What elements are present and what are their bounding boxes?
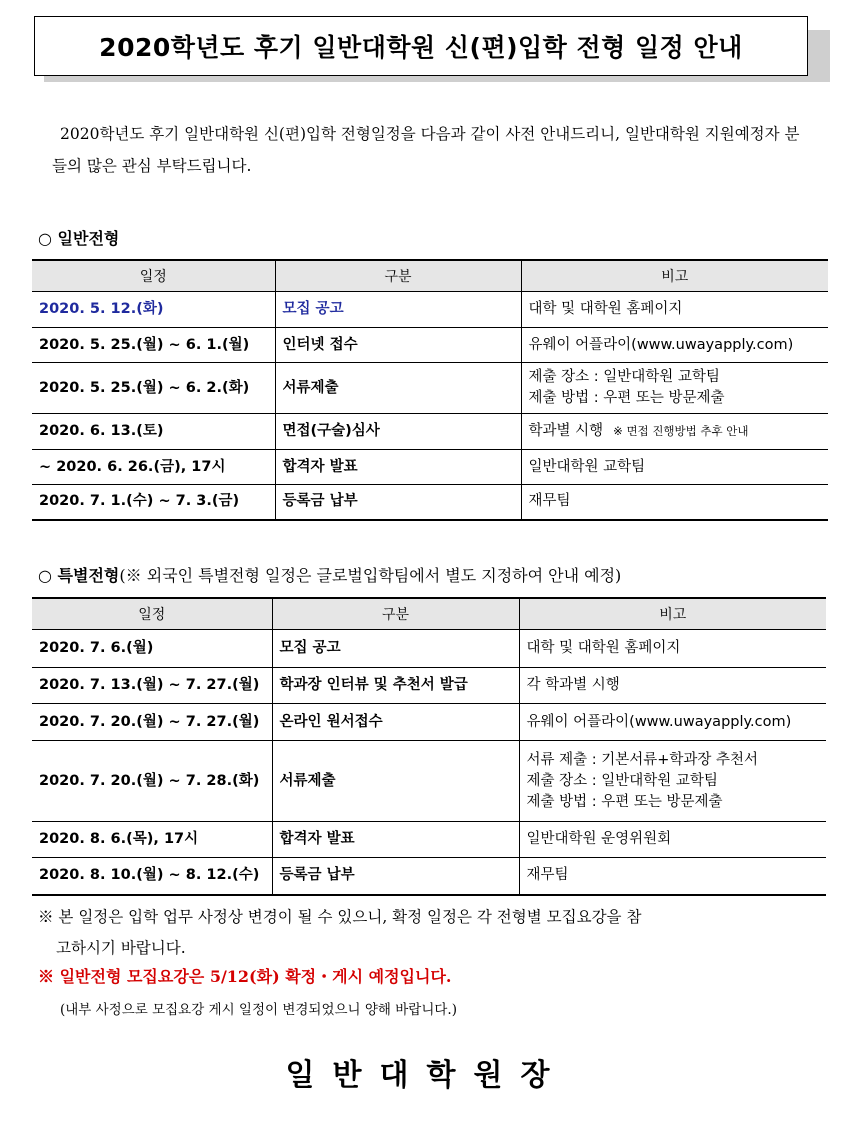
note-line: 제출 장소 : 일반대학원 교학팀: [528, 369, 720, 385]
date-cell: 2020. 7. 6.(월): [32, 630, 272, 668]
notice-line: ※ 본 일정은 입학 업무 사정상 변경이 될 수 있으니, 확정 일정은 각 전형별 모집요강을 참: [38, 908, 642, 926]
table-row: [32, 485, 828, 520]
date-cell: 2020. 5. 25.(월) ~ 6. 1.(월): [32, 328, 275, 363]
table-row: [32, 328, 828, 363]
notice-line-continued: 고하시기 바랍니다.: [56, 939, 186, 957]
general-guide-notice: ※ 일반전형 모집요강은 5/12(화) 확정・게시 예정입니다.: [38, 967, 452, 986]
date-cell: ~ 2020. 6. 26.(금), 17시: [32, 450, 275, 485]
table-row: [32, 630, 826, 668]
note-line: 학과별 시행: [528, 423, 604, 439]
table-row: [32, 363, 828, 414]
category-cell: 등록금 납부: [275, 485, 521, 520]
table-row: [32, 450, 828, 485]
category-cell: 면접(구술)심사: [275, 414, 521, 450]
category-cell: 모집 공고: [272, 630, 519, 668]
date-cell: 2020. 8. 10.(월) ~ 8. 12.(수): [32, 858, 272, 895]
note-line: 제출 방법 : 우편 또는 방문제출: [526, 793, 723, 810]
note-cell: 일반대학원 교학팀: [521, 450, 828, 485]
category-cell: 모집 공고: [275, 292, 521, 328]
apology-notice: (내부 사정으로 모집요강 게시 일정이 변경되었으니 양해 바랍니다.): [60, 1002, 457, 1018]
intro-paragraph: 2020학년도 후기 일반대학원 신(편)입학 전형일정을 다음과 같이 사전 안내드리니, 일반대학원 지원예정자 분들의 많은 관심 부탁드립니다.: [52, 125, 800, 175]
table-row: [32, 741, 826, 822]
note-cell: 대학 및 대학원 홈페이지: [521, 292, 828, 328]
date-cell: 2020. 8. 6.(목), 17시: [32, 822, 272, 858]
header-category: 구분: [272, 598, 519, 630]
table-row: [32, 704, 826, 741]
category-cell: 온라인 원서접수: [272, 704, 519, 741]
signature: 일반대학원장: [285, 1058, 568, 1093]
header-date: 일정: [32, 260, 275, 292]
note-cell: [521, 414, 828, 450]
date-cell: 2020. 7. 20.(월) ~ 7. 28.(화): [32, 741, 272, 822]
special-section-heading: [38, 563, 621, 586]
date-cell: 2020. 5. 25.(월) ~ 6. 2.(화): [32, 363, 275, 414]
special-heading-text: ○ 특별전형: [38, 566, 120, 585]
header-date: 일정: [32, 598, 272, 630]
page-title: 2020학년도 후기 일반대학원 신(편)입학 전형 일정 안내: [34, 16, 808, 76]
note-cell: 유웨이 어플라이(www.uwayapply.com): [519, 704, 826, 741]
table-row: [32, 822, 826, 858]
category-cell: 합격자 발표: [275, 450, 521, 485]
category-cell: 학과장 인터뷰 및 추천서 발급: [272, 668, 519, 704]
general-schedule-table: [32, 259, 828, 521]
header-note: 비고: [521, 260, 828, 292]
note-cell: 대학 및 대학원 홈페이지: [519, 630, 826, 668]
table-row: [32, 668, 826, 704]
note-cell: [519, 741, 826, 822]
note-line: 제출 장소 : 일반대학원 교학팀: [526, 772, 718, 789]
note-cell: 유웨이 어플라이(www.uwayapply.com): [521, 328, 828, 363]
table-row: [32, 292, 828, 328]
date-cell: 2020. 7. 1.(수) ~ 7. 3.(금): [32, 485, 275, 520]
table-header-row: [32, 598, 826, 630]
title-banner: [34, 16, 830, 82]
note-line: 서류 제출 : 기본서류+학과장 추천서: [526, 751, 759, 768]
general-heading-text: ○ 일반전형: [38, 229, 120, 248]
general-section-heading: [38, 226, 119, 249]
note-cell: 각 학과별 시행: [519, 668, 826, 704]
date-cell: 2020. 7. 13.(월) ~ 7. 27.(월): [32, 668, 272, 704]
schedule-change-notice: [38, 902, 816, 964]
note-cell: [521, 363, 828, 414]
category-cell: 등록금 납부: [272, 858, 519, 895]
date-cell: 2020. 6. 13.(토): [32, 414, 275, 450]
note-line: 제출 방법 : 우편 또는 방문제출: [528, 390, 725, 406]
special-schedule-table: [32, 597, 826, 896]
table-header-row: [32, 260, 828, 292]
special-heading-note: (※ 외국인 특별전형 일정은 글로벌입학팀에서 별도 지정하여 안내 예정): [119, 566, 622, 585]
table-row: [32, 414, 828, 450]
table-row: [32, 858, 826, 895]
note-cell: 재무팀: [521, 485, 828, 520]
note-cell: 재무팀: [519, 858, 826, 895]
date-cell: 2020. 7. 20.(월) ~ 7. 27.(월): [32, 704, 272, 741]
category-cell: 인터넷 접수: [275, 328, 521, 363]
date-cell: 2020. 5. 12.(화): [32, 292, 275, 328]
header-category: 구분: [275, 260, 521, 292]
interview-footnote: ※ 면접 진행방법 추후 안내: [613, 424, 749, 438]
category-cell: 합격자 발표: [272, 822, 519, 858]
category-cell: 서류제출: [272, 741, 519, 822]
category-cell: 서류제출: [275, 363, 521, 414]
header-note: 비고: [519, 598, 826, 630]
note-cell: 일반대학원 운영위원회: [519, 822, 826, 858]
